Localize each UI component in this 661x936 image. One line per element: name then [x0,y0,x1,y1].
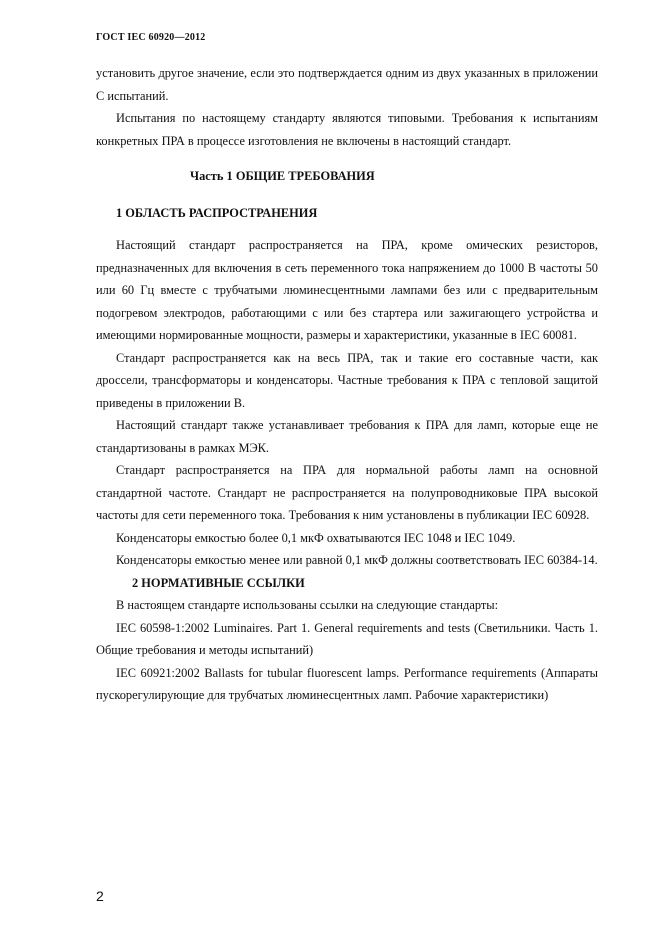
section-2-paragraph: В настоящем стандарте использованы ссылки на следующие стандарты: [116,598,499,612]
section-1-paragraph: Стандарт распространяется на ПРА для нормальной работы ламп на основной стандартной частоте. Стандарт не распространяется на полупроводниковые ПРА высокой частоты для сети переменного тока. Требования к ним установлены в публикации IEC 60928. [96,463,598,522]
section-1-paragraph: Стандарт распространяется как на весь ПРА, так и такие его составные части, как дроссели, трансформаторы и конденсаторы. Частные требования к ПРА с тепловой защитой приведены в приложении В. [96,350,598,410]
section-1-hanging-paragraph: Конденсаторы емкостью менее или равной 0,1 мкФ должны соответствовать IEC 60384-14. [116,553,598,567]
paragraph-type-tests: Испытания по настоящему стандарту являются типовыми. Требования к испытаниям конкретных ПРА в процессе изготовления не включены в настоящий стандарт. [96,111,598,148]
section-2-title: 2 НОРМАТИВНЫЕ ССЫЛКИ [132,575,305,590]
part-title: Часть 1 ОБЩИЕ ТРЕБОВАНИЯ [190,169,375,183]
section-1-paragraph: Настоящий стандарт также устанавливает требования к ПРА для ламп, которые еще не стандартизованы в рамках МЭК. [96,418,598,455]
document-header-code: ГОСТ IEC 60920—2012 [96,32,206,43]
section-1-title: 1 ОБЛАСТЬ РАСПРОСТРАНЕНИЯ [116,205,318,220]
page-number: 2 [96,888,104,904]
section-2-reference: IEC 60921:2002 Ballasts for tubular fluorescent lamps. Performance requirements (Аппараты пускорегулирующие для трубчатых люминесцентных ламп. Рабочие характеристики) [96,665,598,702]
section-2-reference: IEC 60598-1:2002 Luminaires. Part 1. General requirements and tests (Светильники. Часть 1. Общие требования и методы испытаний) [96,620,598,657]
section-1-paragraph: Настоящий стандарт распространяется на ПРА, кроме омических резисторов, предназначенных для включения в сеть переменного тока напряжением до 1000 В частоты 50 или 60 Гц вместе с трубчатыми люминесцентными лампами без или с предварительным подогревом электродов, работающими с или без стартера или зажигающего устройства и имеющими нормированные мощности, размеры и характеристики, указанные в IEC 60081. [96,238,598,342]
section-1-paragraph: Конденсаторы емкостью более 0,1 мкФ охватываются IEC 1048 и IEC 1049. [116,530,516,545]
paragraph-continuation: установить другое значение, если это подтверждается одним из двух указанных в приложении С испытаний. [96,66,598,103]
document-body [96,62,598,707]
